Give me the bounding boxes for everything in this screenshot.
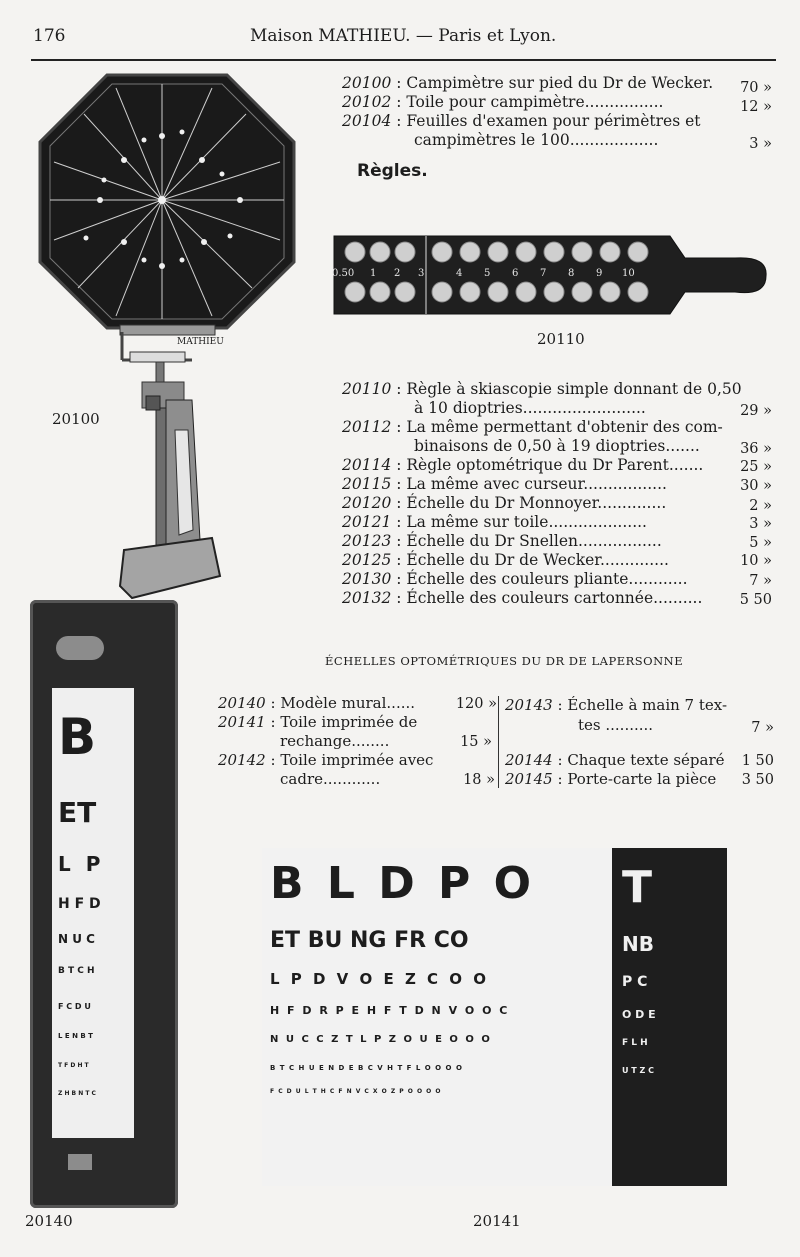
item-price: 1 50	[741, 753, 774, 769]
list-item: 20114 : Règle optométrique du Dr Parent.......	[342, 456, 704, 474]
list-item: 20110 : Règle à skiascopie simple donnant de 0,50	[342, 380, 742, 398]
campimeter-brand-plate: MATHIEU	[177, 337, 224, 347]
item-price: 25 »	[740, 459, 772, 475]
ruler-number: 6	[512, 268, 519, 279]
item-price: 36 »	[740, 441, 772, 457]
ruler-number: 8	[568, 268, 575, 279]
column-divider	[498, 696, 499, 788]
list-item: 20115 : La même avec curseur.................	[342, 475, 667, 493]
list-item: 20141 : Toile imprimée de	[218, 713, 418, 731]
mural-letters-row: B	[58, 708, 97, 766]
item-price: 70 »	[740, 80, 772, 96]
ruler-figure-caption: 20110	[537, 330, 585, 348]
ruler-number: 7	[540, 268, 547, 279]
dark-panel-row: P C	[622, 974, 648, 990]
list-item: 20145 : Porte-carte la pièce	[505, 770, 717, 788]
eye-chart-illustration	[262, 848, 727, 1186]
item-price: 7 »	[751, 720, 774, 736]
ruler-number: 4	[456, 268, 463, 279]
mural-letters-row: L P	[58, 852, 101, 876]
list-item: 20112 : La même permettant d'obtenir des com-	[342, 418, 723, 436]
ruler-number: 5	[484, 268, 491, 279]
mural-letters-row: ET	[58, 796, 97, 829]
list-item: 20123 : Échelle du Dr Snellen.................	[342, 532, 662, 550]
mural-letters-row: B T C H	[58, 966, 95, 976]
mural-letters-row: F C D U	[58, 1002, 91, 1011]
list-item-continuation: campimètres le 100..................	[414, 131, 659, 149]
mural-chart-illustration	[30, 600, 178, 1208]
item-price: 3 »	[749, 136, 772, 152]
ruler-number: 1	[370, 268, 377, 279]
mural-chart-caption: 20140	[25, 1212, 73, 1230]
list-item-continuation: binaisons de 0,50 à 19 dioptries.......	[414, 437, 700, 455]
list-item-continuation: tes ..........	[578, 716, 654, 734]
dark-panel-row: T	[622, 862, 653, 913]
ruler-number: 9	[596, 268, 603, 279]
eye-chart-row: H F D R P E H F T D N V O O C	[270, 1004, 510, 1017]
dark-panel-row: NB	[622, 932, 654, 956]
eye-chart-row: B L D P O	[270, 858, 536, 909]
item-price: 3 50	[741, 772, 774, 788]
mural-letters-row: T F D H T	[58, 1062, 89, 1069]
list-item: 20143 : Échelle à main 7 tex-	[505, 696, 728, 714]
mural-letters-row: Z H B N T C	[58, 1090, 96, 1097]
eye-chart-row: B T C H U E N D E B C V H T F L O O O O	[270, 1064, 463, 1072]
item-price: 7 »	[749, 573, 772, 589]
mural-chart-bottom-slot	[68, 1154, 92, 1170]
dark-panel-row: U T Z C	[622, 1066, 654, 1075]
eye-chart-row: N U C C Z T L P Z O U E O O O	[270, 1034, 492, 1045]
list-item-continuation: cadre............	[280, 770, 381, 788]
section-heading-rules: Règles.	[357, 161, 428, 181]
item-price: 5 »	[749, 535, 772, 551]
item-price: 3 »	[749, 516, 772, 532]
list-item: 20121 : La même sur toile....................	[342, 513, 647, 531]
item-price: 15 »	[460, 734, 492, 750]
list-item: 20132 : Échelle des couleurs cartonnée..........	[342, 589, 703, 607]
dark-panel-row: F L H	[622, 1038, 648, 1048]
mural-letters-row: N U C	[58, 932, 95, 946]
list-item: 20144 : Chaque texte séparé	[505, 751, 725, 769]
list-item: 20104 : Feuilles d'examen pour périmètres et	[342, 112, 701, 130]
list-item: 20140 : Modèle mural......	[218, 694, 416, 712]
list-item-continuation: rechange........	[280, 732, 390, 750]
eye-chart-caption: 20141	[473, 1212, 521, 1230]
list-item: 20100 : Campimètre sur pied du Dr de Wecker.	[342, 74, 714, 92]
mural-chart-knob	[56, 636, 104, 660]
ruler-number: 0.50	[332, 268, 355, 279]
page-header-title: Maison MATHIEU. — Paris et Lyon.	[250, 26, 557, 46]
eye-chart-row: L P D V O E Z C O O	[270, 970, 489, 988]
skiascopy-ruler-illustration	[330, 230, 770, 320]
eye-chart-row: ET BU NG FR CO	[270, 928, 469, 953]
dark-panel-row: O D E	[622, 1008, 656, 1021]
page-number: 176	[33, 26, 66, 46]
list-item-continuation: à 10 dioptries.........................	[414, 399, 646, 417]
item-price: 5 50	[739, 592, 772, 608]
list-item: 20125 : Échelle du Dr de Wecker..............	[342, 551, 669, 569]
header-rule	[31, 59, 776, 61]
mural-letters-row: L E N B T	[58, 1032, 93, 1040]
ruler-number: 2	[394, 268, 401, 279]
eye-chart-row: F C D U L T H C F N V C X O Z P O O O O	[270, 1088, 442, 1095]
item-price: 2 »	[749, 498, 772, 514]
item-price: 120 »	[455, 696, 497, 712]
list-item: 20120 : Échelle du Dr Monnoyer..............	[342, 494, 667, 512]
item-price: 29 »	[740, 403, 772, 419]
section-heading-lapersonne: ÉCHELLES OPTOMÉTRIQUES DU DR DE LAPERSONNE	[325, 654, 684, 668]
list-item: 20102 : Toile pour campimètre................	[342, 93, 664, 111]
campimeter-illustration	[32, 70, 302, 600]
item-price: 12 »	[740, 99, 772, 115]
item-price: 18 »	[463, 772, 495, 788]
item-price: 30 »	[740, 478, 772, 494]
ruler-number: 10	[622, 268, 635, 279]
campimeter-figure-caption: 20100	[52, 410, 100, 428]
list-item: 20142 : Toile imprimée avec	[218, 751, 434, 769]
mural-letters-row: H F D	[58, 896, 101, 912]
list-item: 20130 : Échelle des couleurs pliante............	[342, 570, 688, 588]
item-price: 10 »	[740, 553, 772, 569]
ruler-number: 3	[418, 268, 425, 279]
